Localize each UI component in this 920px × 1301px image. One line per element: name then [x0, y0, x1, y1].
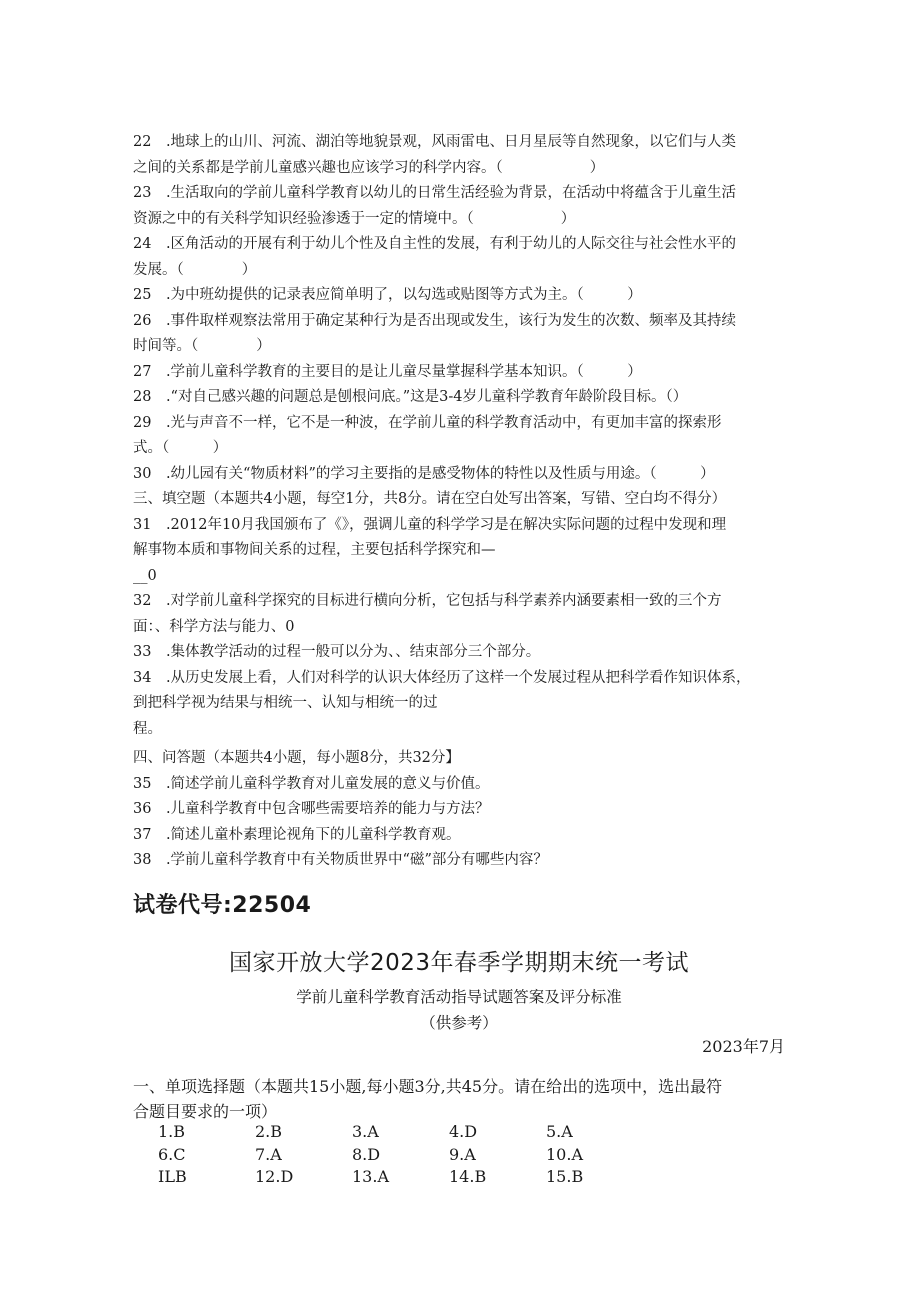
- mcq-heading: [133, 1074, 785, 1124]
- question-29-line-2: 式。（ ）: [133, 440, 228, 456]
- question-37: 37 .简述儿童朴素理论视角下的儿童科学教育观。: [133, 826, 461, 843]
- question-35: 35 .简述学前儿童科学教育对儿童发展的意义与价值。: [133, 775, 490, 792]
- question-34-line-3: 程。: [133, 720, 162, 737]
- question-31-line-2: 解事物本质和事物间关系的过程，主要包括科学探究和—: [133, 542, 496, 558]
- question-27-line-1: 27 .学前儿童科学教育的主要目的是让儿童尽量掌握科学基本知识。（ ）: [133, 363, 642, 380]
- judgment-questions: [133, 130, 785, 874]
- reference-note: （供参考）: [420, 1014, 498, 1032]
- answer-cell: 2.B: [255, 1122, 283, 1141]
- answer-cell: 7.A: [255, 1144, 282, 1164]
- answer-key-subtitle: 学前儿童科学教育活动指导试题答案及评分标准: [296, 988, 622, 1006]
- answer-cell: 8.D: [352, 1144, 381, 1164]
- question-23-line-1: 23 .生活取向的学前儿童科学教育以幼儿的日常生活经验为背景，在活动中将蕴含于儿童生活: [133, 185, 737, 201]
- answer-cell: 9.A: [449, 1144, 476, 1164]
- answer-cell: 6.C: [158, 1144, 186, 1164]
- question-34-line-1: 34 .从历史发展上看，人们对科学的认识大体经历了这样一个发展过程从把科学看作知识体系，: [133, 669, 751, 686]
- question-36: 36 .儿童科学教育中包含哪些需要培养的能力与方法？: [133, 801, 490, 817]
- question-34-line-2: 到把科学视为结果与相统一、认知与相统一的过: [133, 695, 438, 711]
- question-26-line-2: 时间等。（ ）: [133, 338, 271, 354]
- question-24-line-2: 发展。（ ）: [133, 261, 257, 278]
- answer-grid: [158, 1121, 643, 1189]
- question-32-line-2: 面：、科学方法与能力、0: [133, 618, 295, 635]
- answer-cell: 14.B: [449, 1167, 487, 1186]
- answer-cell: 1.B: [158, 1122, 186, 1141]
- answer-row: [158, 1166, 643, 1189]
- paper-code: 试卷代号:22504: [133, 893, 312, 918]
- question-22-line-2: 之间的关系都是学前儿童感兴趣也应该学习的科学内容。（ ）: [133, 159, 605, 176]
- question-26-line-1: 26 .事件取样观察法常用于确定某种行为是否出现或发生，该行为发生的次数、频率及其持续: [133, 312, 737, 329]
- answer-cell: 12.D: [255, 1167, 294, 1186]
- section-3-heading: 三、填空题（本题共4小题，每空1分，共8分。请在空白处写出答案，写错、空白均不得分）: [133, 491, 727, 507]
- section-4-heading: 四、问答题（本题共4小题，每小题8分，共32分】: [133, 750, 460, 766]
- question-23-line-2: 资源之中的有关科学知识经验渗透于一定的情境中。（ ）: [133, 210, 576, 227]
- answer-cell: 15.B: [546, 1167, 584, 1186]
- question-31-line-1: 31 .2012年10月我国颁布了《》，强调儿童的科学学习是在解决实际问题的过程中发现和理: [133, 516, 727, 533]
- answer-cell: 5.A: [546, 1122, 573, 1141]
- question-28-line-1: 28 .“对自己感兴趣的问题总是刨根问底。”这是3-4岁儿童科学教育年龄阶段目标。（）: [133, 389, 688, 405]
- answer-cell: 3.A: [352, 1122, 379, 1141]
- question-22-line-1: 22 .地球上的山川、河流、湖泊等地貌景观，风雨雷电、日月星辰等自然现象，以它们与人类: [133, 134, 737, 150]
- answer-key-title: 国家开放大学2023年春季学期期末统一考试: [228, 950, 690, 976]
- answer-cell: 10.A: [546, 1144, 583, 1164]
- question-25-line-1: 25 .为中班幼提供的记录表应简单明了，以勾选或贴图等方式为主。（ ）: [133, 287, 642, 303]
- question-29-line-1: 29 .光与声音不一样，它不是一种波，在学前儿童的科学教育活动中，有更加丰富的探索形: [133, 414, 722, 431]
- question-30-line-1: 30 .幼儿园有关“物质材料”的学习主要指的是感受物体的特性以及性质与用途。（ ）: [133, 465, 715, 482]
- answer-row: [158, 1121, 643, 1144]
- exam-date: 2023年7月: [702, 1037, 785, 1056]
- question-38: 38 .学前儿童科学教育中有关物质世界中“磁”部分有哪些内容？: [133, 852, 548, 868]
- answer-cell: 4.D: [449, 1122, 478, 1141]
- mcq-heading-line-1: 一、单项选择题（本题共15小题,每小题3分,共45分。请在给出的选项中，选出最符: [133, 1077, 723, 1096]
- answer-cell: ILB: [158, 1167, 187, 1186]
- question-33-line-1: 33 .集体教学活动的过程一般可以分为、、结束部分三个部分。: [133, 644, 541, 660]
- mcq-heading-line-2: 合题目要求的一项）: [133, 1102, 278, 1121]
- question-32-line-1: 32 .对学前儿童科学探究的目标进行横向分析，它包括与科学素养内涵要素相一致的三个方: [133, 593, 722, 609]
- question-31-line-3: __0: [133, 567, 157, 584]
- answer-cell: 13.A: [352, 1167, 389, 1186]
- answer-row: [158, 1144, 643, 1167]
- question-24-line-1: 24 .区角活动的开展有利于幼儿个性及自主性的发展，有利于幼儿的人际交往与社会性水平的: [133, 236, 737, 252]
